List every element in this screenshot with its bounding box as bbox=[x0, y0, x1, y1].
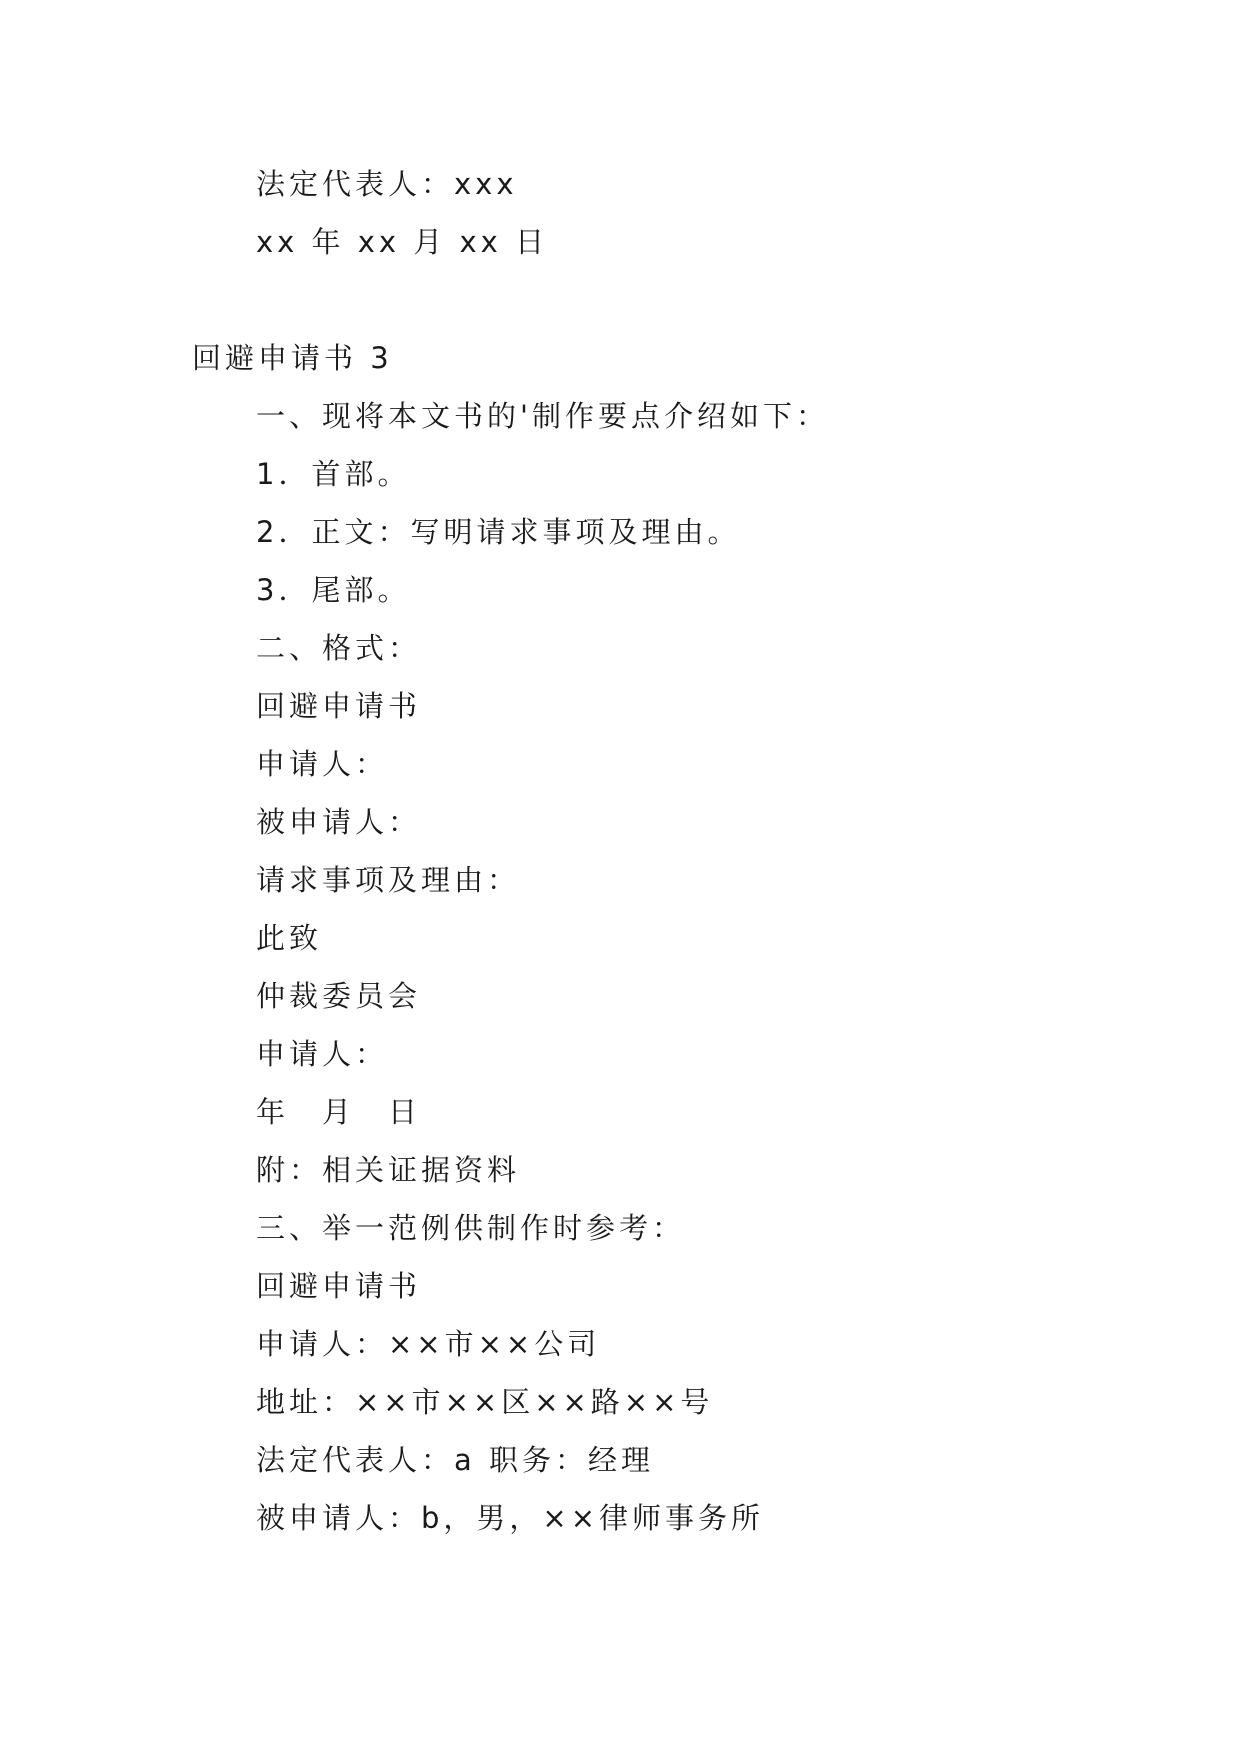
body-line: 一、现将本文书的'制作要点介绍如下： bbox=[256, 399, 829, 433]
body-line: 被申请人： bbox=[256, 805, 422, 839]
body-line: 2．正文：写明请求事项及理由。 bbox=[256, 515, 741, 549]
legal-representative-line: 法定代表人：xxx bbox=[256, 167, 518, 201]
body-line: 此致 bbox=[256, 921, 323, 955]
body-line: 3．尾部。 bbox=[256, 573, 411, 607]
body-line: 申请人：××市××公司 bbox=[256, 1327, 601, 1361]
body-line: 1．首部。 bbox=[256, 457, 411, 491]
section-title: 回避申请书 3 bbox=[192, 341, 393, 375]
body-line: 三、举一范例供制作时参考： bbox=[256, 1211, 686, 1245]
body-line: 回避申请书 bbox=[256, 1269, 422, 1303]
body-line: 地址：××市××区××路××号 bbox=[256, 1385, 714, 1419]
body-line: 被申请人：b，男，××律师事务所 bbox=[256, 1501, 765, 1535]
body-line: 回避申请书 bbox=[256, 689, 422, 723]
body-line: 二、格式： bbox=[256, 631, 422, 665]
body-line: 申请人： bbox=[256, 1037, 389, 1071]
body-line: 申请人： bbox=[256, 747, 389, 781]
date-line: xx 年 xx 月 xx 日 bbox=[256, 225, 549, 259]
body-line: 附：相关证据资料 bbox=[256, 1153, 521, 1187]
body-line: 请求事项及理由： bbox=[256, 863, 521, 897]
body-line: 仲裁委员会 bbox=[256, 979, 422, 1013]
body-line: 法定代表人：a 职务：经理 bbox=[256, 1443, 654, 1477]
body-line: 年 月 日 bbox=[256, 1095, 422, 1129]
